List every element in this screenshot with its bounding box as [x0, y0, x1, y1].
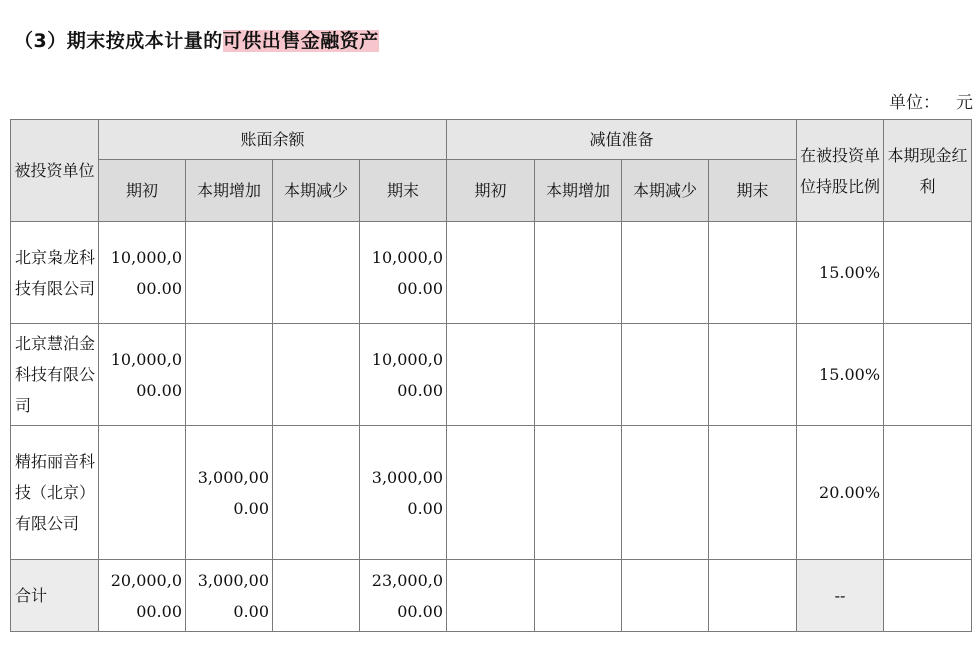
total-row	[11, 560, 972, 632]
subheader-impairment-end: 期末	[709, 160, 797, 222]
cash-dividend	[884, 222, 972, 324]
heading-highlight: 可供出售金融资产	[222, 30, 379, 52]
total-balance-decrease	[273, 560, 360, 632]
balance-begin	[99, 426, 186, 560]
cash-dividend	[884, 426, 972, 560]
subheader-impairment-begin: 期初	[447, 160, 535, 222]
section-heading	[14, 26, 379, 53]
investee-name: 北京慧泊金科技有限公司	[11, 324, 99, 426]
impairment-begin	[447, 222, 535, 324]
table-row	[11, 222, 972, 324]
investee-name: 精拓丽音科技（北京）有限公司	[11, 426, 99, 560]
subheader-balance-decrease: 本期减少	[273, 160, 360, 222]
header-impairment: 减值准备	[447, 120, 797, 160]
impairment-end	[709, 222, 797, 324]
balance-increase	[186, 324, 273, 426]
balance-decrease	[273, 324, 360, 426]
total-cash-dividend	[884, 560, 972, 632]
unit-label: 单位：	[889, 93, 940, 113]
total-balance-increase: 3,000,000.00	[186, 560, 273, 632]
header-investee: 被投资单位	[11, 120, 99, 222]
impairment-increase	[535, 222, 622, 324]
balance-begin: 10,000,000.00	[99, 222, 186, 324]
impairment-decrease	[622, 324, 709, 426]
afs-assets-table	[10, 119, 972, 632]
header-book-balance: 账面余额	[99, 120, 447, 160]
balance-increase: 3,000,000.00	[186, 426, 273, 560]
total-impairment-decrease	[622, 560, 709, 632]
subheader-balance-increase: 本期增加	[186, 160, 273, 222]
heading-prefix: （3）期末按成本计量的	[14, 30, 223, 52]
balance-increase	[186, 222, 273, 324]
impairment-begin	[447, 426, 535, 560]
total-balance-end: 23,000,000.00	[360, 560, 447, 632]
impairment-decrease	[622, 222, 709, 324]
impairment-end	[709, 426, 797, 560]
cash-dividend	[884, 324, 972, 426]
subheader-balance-end: 期末	[360, 160, 447, 222]
header-share-ratio: 在被投资单位持股比例	[797, 120, 884, 222]
share-ratio: 15.00%	[797, 222, 884, 324]
unit-note	[889, 88, 973, 113]
share-ratio: 15.00%	[797, 324, 884, 426]
total-impairment-begin	[447, 560, 535, 632]
unit-value: 元	[956, 93, 973, 113]
balance-decrease	[273, 222, 360, 324]
header-cash-dividend: 本期现金红利	[884, 120, 972, 222]
subheader-impairment-increase: 本期增加	[535, 160, 622, 222]
balance-end: 10,000,000.00	[360, 324, 447, 426]
table-row	[11, 324, 972, 426]
total-balance-begin: 20,000,000.00	[99, 560, 186, 632]
balance-decrease	[273, 426, 360, 560]
subheader-impairment-decrease: 本期减少	[622, 160, 709, 222]
impairment-decrease	[622, 426, 709, 560]
share-ratio: 20.00%	[797, 426, 884, 560]
impairment-increase	[535, 426, 622, 560]
total-impairment-increase	[535, 560, 622, 632]
table-row	[11, 426, 972, 560]
investee-name: 北京枭龙科技有限公司	[11, 222, 99, 324]
balance-end: 3,000,000.00	[360, 426, 447, 560]
impairment-end	[709, 324, 797, 426]
balance-end: 10,000,000.00	[360, 222, 447, 324]
total-label: 合计	[11, 560, 99, 632]
balance-begin: 10,000,000.00	[99, 324, 186, 426]
total-impairment-end	[709, 560, 797, 632]
total-share-ratio: --	[797, 560, 884, 632]
impairment-increase	[535, 324, 622, 426]
subheader-balance-begin: 期初	[99, 160, 186, 222]
impairment-begin	[447, 324, 535, 426]
